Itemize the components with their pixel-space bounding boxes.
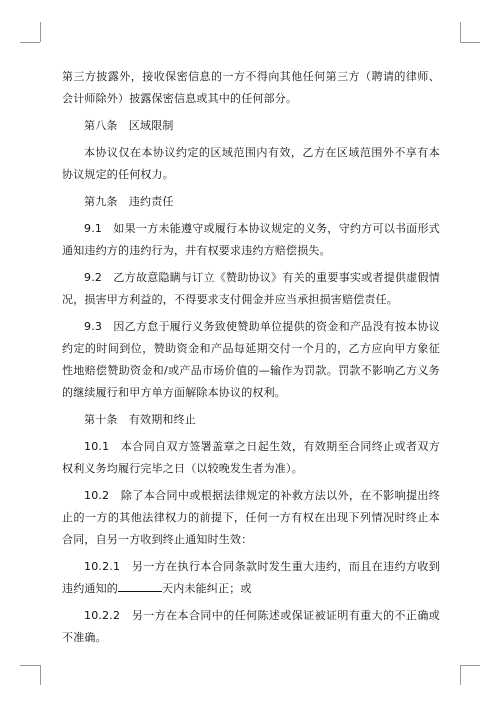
crop-mark-bottom-right-h xyxy=(460,665,480,666)
crop-mark-top-left-v xyxy=(40,22,41,42)
clause-10-2-1-text-after: 天内未能纠正；或 xyxy=(162,582,252,595)
crop-mark-bottom-right-v xyxy=(460,665,461,685)
clause-10-2: 10.2 除了本合同中或根据法律规定的补救方法以外，在不影响提出终止的一方的其他法律权力的前提下，任何一方有权在出现下列情况时终止本合同，自另一方收到终止通知时生效： xyxy=(62,489,440,546)
clause-9-1: 9.1 如果一方未能遵守或履行本协议规定的义务，守约方可以书面形式通知违约方的违约行为，并有权要求违约方赔偿损失。 xyxy=(62,222,440,257)
section-heading-10: 第十条 有效期和终止 xyxy=(84,413,196,426)
clause-9-3: 9.3 因乙方怠于履行义务致使赞助单位提供的资金和产品没有按本协议约定的时间到位，赞助资金和产品每延期交付一个月的，乙方应向甲方象征性地赔偿赞助资金和/或产品市场价值的—输作为罚款。罚款不影响乙方义务的继续履行和甲方单方面解除本协议的权利。 xyxy=(62,320,440,399)
crop-mark-bottom-left-h xyxy=(20,665,40,666)
crop-mark-top-left-h xyxy=(20,42,40,43)
clause-9-2: 9.2 乙方故意隐瞒与订立《赞助协议》有关的重要事实或者提供虚假情况，损害甲方利益的，不得要求支付佣金并应当承担损害赔偿责任。 xyxy=(62,271,440,306)
clause-10-1: 10.1 本合同自双方签署盖章之日起生效，有效期至合同终止或者双方权利义务均履行完毕之日（以较晚发生者为准）。 xyxy=(62,440,440,475)
crop-mark-top-right-h xyxy=(460,42,480,43)
clause-10-2-1 xyxy=(62,556,440,600)
section-heading-9: 第九条 违约责任 xyxy=(84,195,174,208)
document-body xyxy=(62,66,440,654)
crop-mark-top-right-v xyxy=(460,22,461,42)
paragraph: 本协议仅在本协议约定的区域范围内有效，乙方在区域范围外不享有本协议规定的任何权力。 xyxy=(62,146,440,181)
paragraph: 第三方披露外，接收保密信息的一方不得向其他任何第三方（聘请的律师、会计师除外）披露保密信息或其中的任何部分。 xyxy=(62,70,440,105)
fill-in-blank xyxy=(118,579,162,592)
section-heading-8: 第八条 区域限制 xyxy=(84,119,174,132)
clause-10-2-1-text-before: 10.2.1 另一方在执行本合同条款时发生重大违约，而且在违约方收到违约通知的 xyxy=(62,560,440,595)
crop-mark-bottom-left-v xyxy=(40,665,41,685)
clause-10-2-2: 10.2.2 另一方在本合同中的任何陈述或保证被证明有重大的不正确或不准确。 xyxy=(62,609,440,644)
